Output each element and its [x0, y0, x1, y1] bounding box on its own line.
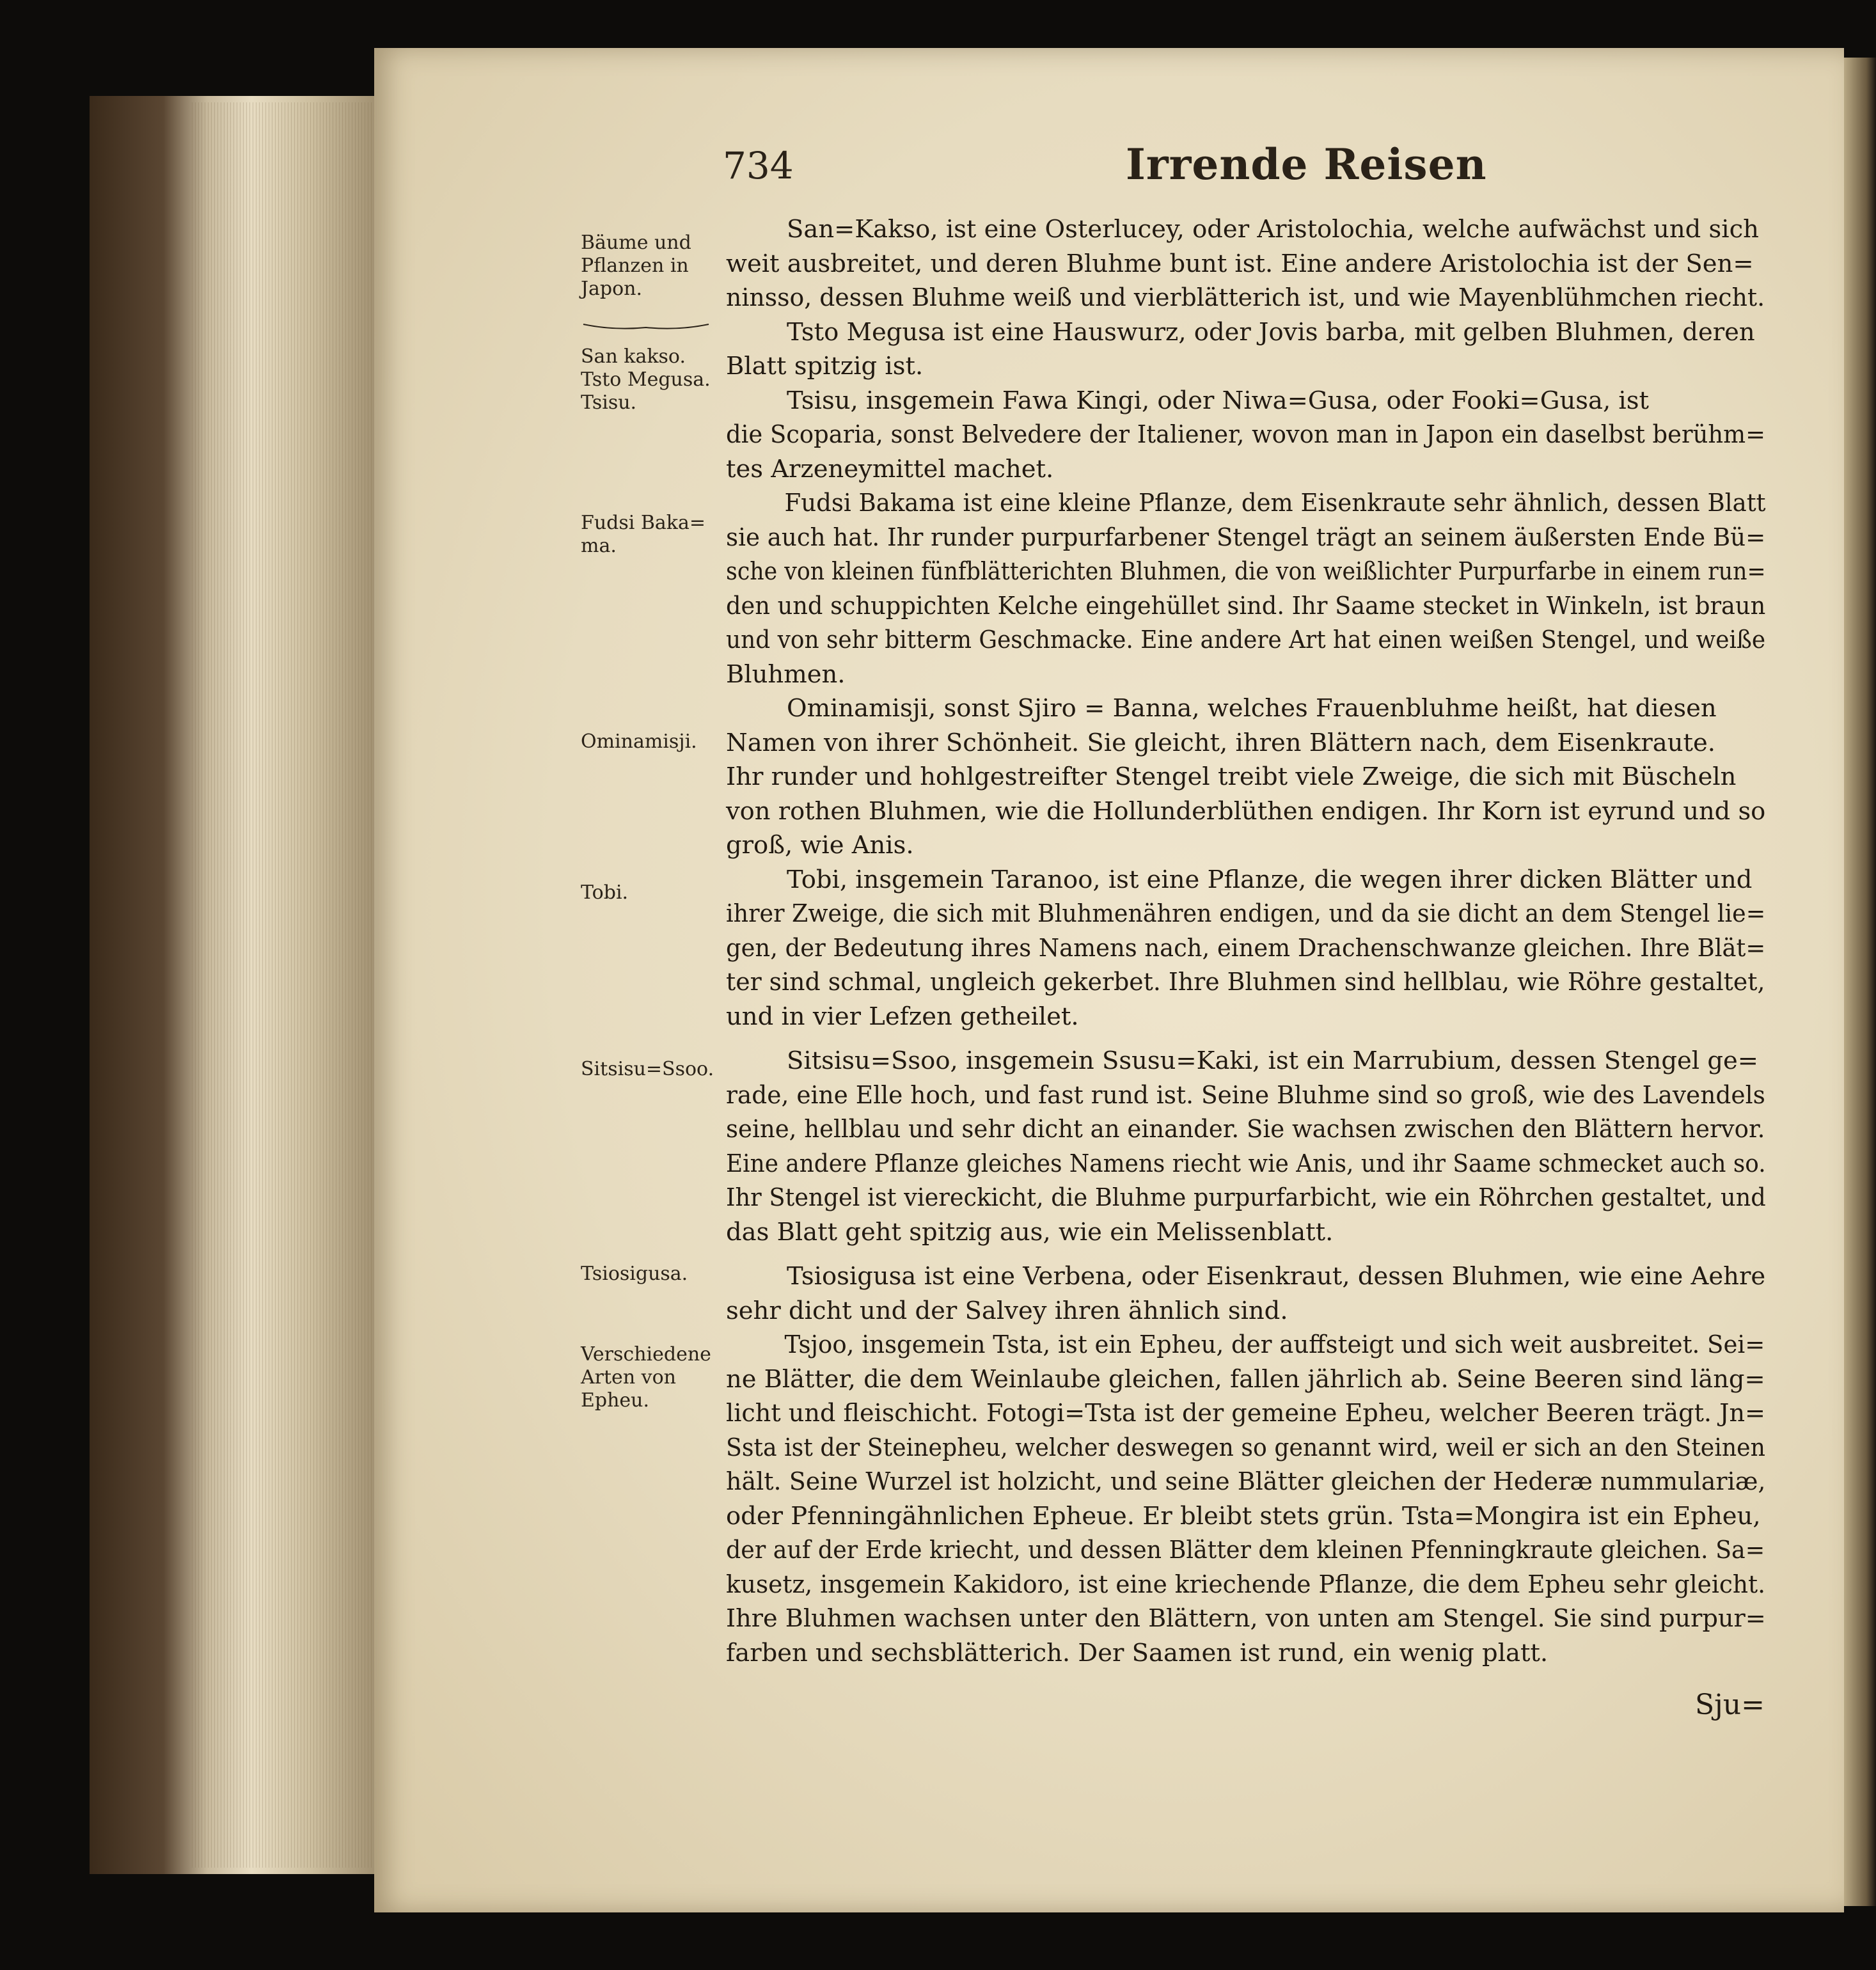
text-line: Bluhmen.: [726, 659, 846, 689]
text-line: kusetz, insgemein Kakidoro, ist eine kriechende Pflanze, die dem Epheu sehr gleicht.: [726, 1570, 1766, 1599]
margin-note: [581, 730, 718, 753]
margin-note-line: Japon.: [581, 278, 643, 300]
text-line: ihrer Zweige, die sich mit Bluhmenähren endigen, und da sie dicht an dem Stengel lie=: [726, 899, 1766, 928]
text-line: San=Kakso, ist eine Osterlucey, oder Aristolochia, welche aufwächst und sich: [787, 215, 1759, 244]
text-line: die Scoparia, sonst Belvedere der Italiener, wovon man in Japon ein daselbst berühm=: [726, 420, 1766, 449]
margin-note-line: ma.: [581, 535, 617, 557]
text-line: Tsiosigusa ist eine Verbena, oder Eisenkraut, dessen Bluhmen, wie eine Aehre: [787, 1262, 1766, 1291]
text-line: Tsisu, insgemein Fawa Kingi, oder Niwa=Gusa, oder Fooki=Gusa, ist: [787, 386, 1649, 415]
margin-note: [581, 512, 718, 558]
text-line: Tobi, insgemein Taranoo, ist eine Pflanze, die wegen ihrer dicken Blätter und: [787, 865, 1753, 894]
text-line: sehr dicht und der Salvey ihren ähnlich sind.: [726, 1296, 1288, 1325]
text-line: Ihr Stengel ist viereckicht, die Bluhme purpurfarbicht, wie ein Röhrchen gestaltet, und: [726, 1183, 1766, 1212]
text-line: und von sehr bitterm Geschmacke. Eine andere Art hat einen weißen Stengel, und weiße: [726, 626, 1766, 654]
text-line: Blatt spitzig ist.: [726, 352, 924, 381]
text-line: seine, hellblau und sehr dicht an einander. Sie wachsen zwischen den Blättern hervor.: [726, 1115, 1765, 1144]
text-line: sie auch hat. Ihr runder purpurfarbener Stengel trägt an seinem äußersten Ende Bü=: [726, 523, 1766, 552]
text-line: den und schuppichten Kelche eingehüllet sind. Ihr Saame stecket in Winkeln, ist braun: [726, 591, 1766, 620]
text-line: rade, eine Elle hoch, und fast rund ist. Seine Bluhme sind so groß, wie des Lavendels: [726, 1080, 1765, 1110]
text-line: Ominamisji, sonst Sjiro = Banna, welches Frauenbluhme heißt, hat diesen: [787, 694, 1717, 723]
margin-note-line: Tsiosigusa.: [581, 1263, 688, 1285]
margin-note: [581, 1058, 718, 1081]
text-line: oder Pfenningähnlichen Epheue. Er bleibt stets grün. Tsta=Mongira ist ein Epheu,: [726, 1501, 1761, 1531]
margin-note-line: Tobi.: [581, 881, 629, 904]
margin-note: [581, 1343, 718, 1412]
margin-note-line: Verschiedene: [581, 1343, 711, 1366]
body-text: [726, 212, 1765, 1670]
text-line: hält. Seine Wurzel ist holzicht, und seine Blätter gleichen der Hederæ nummulariæ,: [726, 1467, 1766, 1496]
margin-note: [581, 1263, 718, 1286]
running-head: Irrende Reisen: [1126, 139, 1487, 189]
text-line: ter sind schmal, ungleich gekerbet. Ihre Bluhmen sind hellblau, wie Röhre gestaltet,: [726, 968, 1765, 997]
text-line: und in vier Lefzen getheilet.: [726, 1002, 1079, 1031]
margin-note-line: Tsto Megusa.: [581, 368, 711, 391]
text-line: licht und fleischicht. Fotogi=Tsta ist der gemeine Epheu, welcher Beeren trägt. Jn=: [726, 1399, 1766, 1428]
text-line: Ihre Bluhmen wachsen unter den Blättern, von unten am Stengel. Sie sind purpur=: [726, 1604, 1766, 1633]
margin-note-line: Pflanzen in: [581, 255, 689, 277]
margin-note-line: Ominamisji.: [581, 730, 697, 753]
text-line: das Blatt geht spitzig aus, wie ein Melissenblatt.: [726, 1217, 1334, 1247]
text-line: ninsso, dessen Bluhme weiß und vierblätterich ist, und wie Mayenblühmchen riecht.: [726, 283, 1765, 312]
text-line: farben und sechsblätterich. Der Saamen ist rund, ein wenig platt.: [726, 1638, 1549, 1667]
margin-note: [581, 345, 718, 414]
margin-note: [581, 881, 718, 904]
margin-note-line: Epheu.: [581, 1389, 650, 1412]
text-line: Tsto Megusa ist eine Hauswurz, oder Jovis barba, mit gelben Bluhmen, deren: [787, 317, 1755, 347]
margin-note-line: Fudsi Baka=: [581, 512, 705, 534]
margin-note-line: San kakso.: [581, 345, 686, 368]
text-line: der auf der Erde kriecht, und dessen Blätter dem kleinen Pfenningkraute gleichen. Sa=: [726, 1536, 1765, 1564]
margin-note-line: Bäume und: [581, 232, 691, 254]
text-line: Sitsisu=Ssoo, insgemein Ssusu=Kaki, ist ein Marrubium, dessen Stengel ge=: [787, 1046, 1759, 1075]
text-line: Fudsi Bakama ist eine kleine Pflanze, dem Eisenkraute sehr ähnlich, dessen Blatt: [784, 489, 1766, 517]
page-number: 734: [723, 144, 794, 187]
text-line: von rothen Bluhmen, wie die Hollunderblüthen endigen. Ihr Korn ist eyrund und so: [726, 796, 1766, 826]
text-line: Ihr runder und hohlgestreifter Stengel treibt viele Zweige, die sich mit Büscheln: [726, 762, 1737, 791]
text-line: gen, der Bedeutung ihres Namens nach, einem Drachenschwanze gleichen. Ihre Blät=: [726, 933, 1766, 963]
text-line: weit ausbreitet, und deren Bluhme bunt ist. Eine andere Aristolochia ist der Sen=: [726, 249, 1754, 278]
text-line: Eine andere Pflanze gleiches Namens riecht wie Anis, und ihr Saame schmecket auch so.: [726, 1149, 1766, 1178]
gutter-shadow: [1844, 58, 1876, 1906]
catchword: Sju=: [1695, 1689, 1765, 1721]
decorative-rule: [582, 323, 710, 332]
text-line: Namen von ihrer Schönheit. Sie gleicht, ihren Blättern nach, dem Eisenkraute.: [726, 728, 1716, 757]
text-line: Tsjoo, insgemein Tsta, ist ein Epheu, der auffsteigt und sich weit ausbreitet. Sei=: [784, 1330, 1765, 1359]
text-line: tes Arzeneymittel machet.: [726, 454, 1054, 484]
text-line: sche von kleinen fünfblätterichten Bluhmen, die von weißlichter Purpurfarbe in einem run=: [726, 557, 1766, 586]
text-line: ne Blätter, die dem Weinlaube gleichen, fallen jährlich ab. Seine Beeren sind läng=: [726, 1364, 1765, 1394]
margin-note: [581, 232, 718, 301]
margin-note-line: Arten von: [581, 1366, 677, 1389]
margin-note-line: Tsisu.: [581, 391, 637, 414]
text-line: groß, wie Anis.: [726, 831, 914, 860]
page-edge-lines: [192, 102, 377, 1868]
margin-note-line: Sitsisu=Ssoo.: [581, 1058, 714, 1080]
text-line: Ssta ist der Steinepheu, welcher deswegen so genannt wird, weil er sich an den Steinen: [726, 1433, 1765, 1462]
